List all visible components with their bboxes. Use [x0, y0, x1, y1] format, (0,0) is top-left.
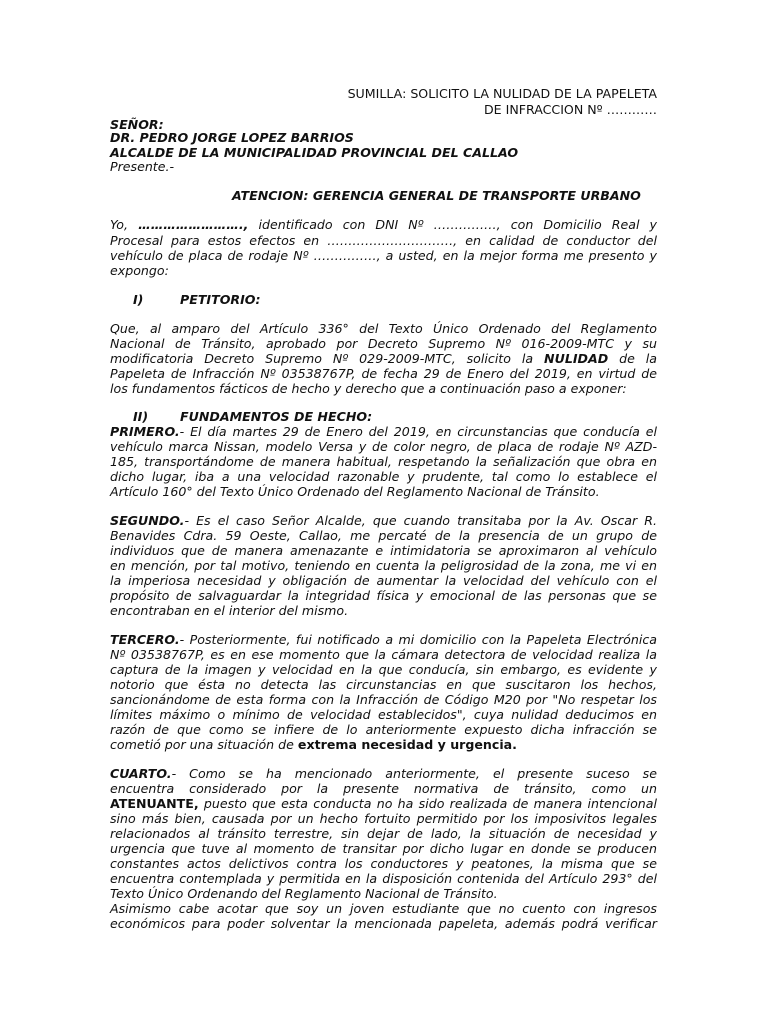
segundo-line-7: encontraban en el interior del mismo. — [110, 603, 349, 618]
tercero-line-6: límites máximo o mínimo de velocidad establecidos", cuya nulidad deducimos en — [110, 707, 657, 722]
addressee-name: DR. PEDRO JORGE LOPEZ BARRIOS — [110, 130, 354, 145]
nulidad-bold: NULIDAD — [544, 351, 609, 366]
petitorio-line-1: Que, al amparo del Artículo 336° del Texto Único Ordenado del Reglamento — [110, 321, 657, 336]
cuarto-line-11: económicos para poder solventar la mencionada papeleta, además podrá verificar — [110, 916, 657, 931]
intro-text: Yo, — [110, 217, 139, 232]
primero-line-1 — [110, 424, 657, 440]
presente-text: Presente.- — [110, 159, 175, 174]
petitorio-text: modificatoria Decreto Supremo Nº 029-2009-MTC, solicito la — [110, 351, 545, 366]
sumilla-line-1: SUMILLA: SOLICITO LA NULIDAD DE LA PAPELETA — [347, 86, 657, 101]
petitorio-line-3 — [110, 351, 657, 367]
cuarto-text: puesto que esta conducta no ha sido realizada de manera intencional — [198, 796, 657, 811]
primero-text: - El día martes 29 de Enero del 2019, en circunstancias que conducía el — [179, 424, 657, 439]
segundo-line-3: individuos que de manera amenazante e intimidatoria se aproximaron al vehículo — [110, 543, 657, 558]
cuarto-line-4: sino más bien, causada por un hecho fortuito permitido por los imposivitos legales — [110, 811, 657, 826]
primero-line-2: vehículo marca Nissan, modelo Versa y de color negro, de placa de rodaje Nº AZD- — [110, 439, 657, 454]
segundo-line-6: propósito de salvaguardar la integridad física y emocional de las personas que se — [110, 588, 657, 603]
atencion-line: ATENCION: GERENCIA GENERAL DE TRANSPORTE URBANO — [232, 188, 641, 203]
tercero-line-7: razón de que como se infiere de lo anteriormente expuesto dicha infracción se — [110, 722, 657, 737]
cuarto-line-7: constantes actos delictivos contra los conductores y peatones, la misma que se — [110, 856, 657, 871]
section-2-number: II) — [133, 409, 149, 424]
section-1-title: PETITORIO: — [180, 292, 261, 307]
tercero-line-5: sancionándome de esta forma con la Infracción de Código M20 por "No respetar los — [110, 692, 657, 707]
tercero-label: TERCERO. — [110, 632, 180, 647]
tercero-text: cometió por una situación de — [110, 737, 298, 752]
segundo-line-1 — [110, 513, 657, 529]
primero-line-5: Artículo 160° del Texto Único Ordenado del Reglamento Nacional de Tránsito. — [110, 484, 600, 499]
addressee-position: ALCALDE DE LA MUNICIPALIDAD PROVINCIAL DEL CALLAO — [110, 145, 519, 160]
tercero-line-3: captura de la imagen y velocidad en la que conducía, sin embargo, es evidente y — [110, 662, 657, 677]
intro-line-1 — [110, 217, 657, 233]
intro-line-4: expongo: — [110, 263, 169, 278]
segundo-line-5: la imperiosa necesidad y obligación de aumentar la velocidad del vehículo con el — [110, 573, 657, 588]
tercero-line-4: notorio que ésta no detecta las circunstancias en que suscitaron los hechos, — [110, 677, 657, 692]
cuarto-line-2: encuentra considerado por la presente normativa de tránsito, como un — [110, 781, 657, 796]
extrema-necesidad-bold: extrema necesidad y urgencia. — [297, 737, 517, 752]
segundo-line-2: Benavides Cdra. 59 Oeste, Callao, me percaté de la presencia de un grupo de — [110, 528, 657, 543]
cuarto-line-3 — [110, 796, 657, 812]
petitorio-line-5: los fundamentos fácticos de hecho y derecho que a continuación paso a exponer: — [110, 381, 627, 396]
segundo-line-4: en mención, por tal motivo, teniendo en cuenta la peligrosidad de la zona, me vi en — [110, 558, 657, 573]
section-2-title: FUNDAMENTOS DE HECHO: — [180, 409, 373, 424]
tercero-line-2: Nº 03538767P, es en ese momento que la cámara detectora de velocidad realiza la — [110, 647, 657, 662]
salutation: SEÑOR: — [110, 117, 164, 132]
tercero-text: - Posteriormente, fui notificado a mi domicilio con la Papeleta Electrónica — [179, 632, 657, 647]
primero-line-4: dicho lugar, iba a una velocidad razonable y prudente, tal como lo establece el — [110, 469, 657, 484]
cuarto-line-9: Texto Único Ordenando del Reglamento Nacional de Tránsito. — [110, 886, 498, 901]
tercero-line-1 — [110, 632, 657, 648]
primero-label: PRIMERO. — [110, 424, 180, 439]
segundo-label: SEGUNDO. — [110, 513, 185, 528]
petitorio-text: de la — [608, 351, 658, 366]
sumilla-line-2: DE INFRACCION Nº ………… — [483, 102, 657, 117]
name-placeholder: ……………………., — [138, 217, 249, 232]
petitorio-line-2: Nacional de Tránsito, aprobado por Decreto Supremo Nº 016-2009-MTC y su — [110, 336, 657, 351]
atenuante-bold: ATENUANTE, — [110, 796, 199, 811]
intro-line-2: Procesal para estos efectos en …………………………, en calidad de conductor del — [110, 233, 657, 248]
tercero-line-8 — [110, 737, 657, 753]
cuarto-line-10: Asimismo cabe acotar que soy un joven estudiante que no cuento con ingresos — [110, 901, 657, 916]
intro-text: identificado con DNI Nº ……………, con Domicilio Real y — [248, 217, 657, 232]
cuarto-label: CUARTO. — [110, 766, 172, 781]
cuarto-text: - Como se ha mencionado anteriormente, el presente suceso se — [171, 766, 657, 781]
intro-line-3: vehículo de placa de rodaje Nº ……………, a usted, en la mejor forma me presento y — [110, 248, 657, 263]
primero-line-3: 185, transportándome de manera habitual, respetando la señalización que obra en — [110, 454, 657, 469]
cuarto-line-8: encuentra contemplada y permitida en la disposición contenida del Artículo 293° del — [110, 871, 657, 886]
section-1-number: I) — [133, 292, 144, 307]
cuarto-line-6: urgencia que tuve al momento de transitar por dicho lugar en donde se producen — [110, 841, 657, 856]
cuarto-line-1 — [110, 766, 657, 782]
segundo-text: - Es el caso Señor Alcalde, que cuando transitaba por la Av. Oscar R. — [184, 513, 657, 528]
cuarto-line-5: relacionados al tránsito terrestre, sin dejar de lado, la situación de necesidad y — [110, 826, 657, 841]
petitorio-line-4: Papeleta de Infracción Nº 03538767P, de fecha 29 de Enero del 2019, en virtud de — [110, 366, 657, 381]
